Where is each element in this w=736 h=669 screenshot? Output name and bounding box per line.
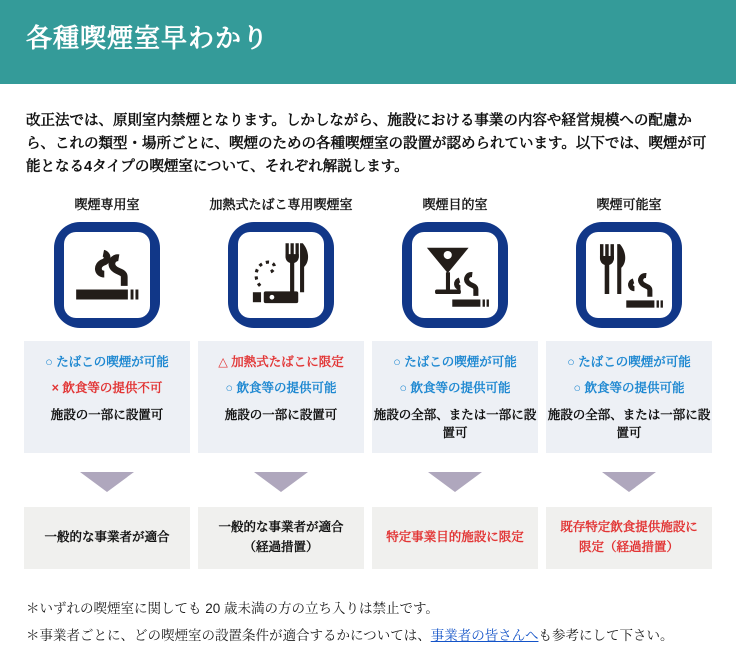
conditions-box bbox=[546, 341, 712, 453]
footnote-text: ＊事業者ごとに、どの喫煙室の設置条件が適合するかについては、 bbox=[26, 627, 431, 643]
applicability-line: 特定事業目的施設に限定 bbox=[386, 529, 524, 544]
condition-line: △ 加熱式たばこに限定 bbox=[218, 354, 344, 369]
conditions-box bbox=[198, 341, 364, 453]
condition-line: 施設の一部に設置可 bbox=[50, 408, 164, 423]
condition-line: ○ 飲食等の提供可能 bbox=[225, 381, 337, 396]
smoking-area-icon bbox=[54, 222, 160, 328]
conditions-box bbox=[372, 341, 538, 453]
dining-smoking-icon bbox=[576, 222, 682, 328]
smoking-room-columns bbox=[24, 194, 712, 569]
footnote-text: も参考にして下さい。 bbox=[538, 627, 674, 643]
footnote-age-restriction: ＊いずれの喫煙室に関しても 20 歳未満の方の立ち入りは禁止です。 bbox=[26, 600, 439, 616]
intro-paragraph: 改正法では、原則室内禁煙となります。しかしながら、施設における事業の内容や経営規模への配慮から、これの類型・場所ごとに、喫煙のための各種喫煙室の設置が認められています。以下では、喫煙が可能となる4タイプの喫煙室について、それぞれ解説します。 bbox=[26, 113, 707, 176]
applicability-box bbox=[546, 507, 712, 569]
condition-line: ○ 飲食等の提供可能 bbox=[573, 381, 685, 396]
cutlery-cigarette-pictogram bbox=[590, 236, 668, 314]
applicability-box bbox=[198, 507, 364, 569]
cocktail-smoking-icon-inner bbox=[412, 232, 498, 318]
column-smoking-allowed-room bbox=[546, 194, 712, 569]
applicability-box bbox=[24, 507, 190, 569]
condition-line: 施設の全部、または一部に設置可 bbox=[547, 408, 711, 440]
footnotes bbox=[26, 595, 710, 649]
column-title: 喫煙目的室 bbox=[422, 196, 488, 212]
condition-line: ○ たばこの喫煙が可能 bbox=[45, 354, 169, 369]
column-smoking-purpose-room bbox=[372, 194, 538, 569]
conditions-box bbox=[24, 341, 190, 453]
heated-tobacco-dining-icon bbox=[228, 222, 334, 328]
page-header bbox=[0, 0, 736, 84]
condition-line: 施設の一部に設置可 bbox=[224, 408, 338, 423]
cocktail-cigarette-pictogram bbox=[416, 236, 494, 314]
applicability-line: 一般的な事業者が適合 bbox=[44, 529, 170, 544]
applicability-box bbox=[372, 507, 538, 569]
condition-line: ○ たばこの喫煙が可能 bbox=[567, 354, 691, 369]
down-arrow-icon bbox=[428, 472, 482, 492]
condition-line: × 飲食等の提供不可 bbox=[51, 381, 163, 396]
business-owners-link[interactable]: 事業者の皆さんへ bbox=[430, 627, 539, 643]
applicability-line: （経過措置） bbox=[243, 539, 319, 554]
smoking-area-icon-inner bbox=[64, 232, 150, 318]
page-title: 各種喫煙室早わかり bbox=[26, 23, 270, 53]
condition-line: ○ 飲食等の提供可能 bbox=[399, 381, 511, 396]
cigarette-smoke-pictogram bbox=[68, 236, 146, 314]
applicability-line: 一般的な事業者が適合 bbox=[218, 520, 344, 535]
heated-tobacco-dining-icon-inner bbox=[238, 232, 324, 318]
down-arrow-icon bbox=[80, 472, 134, 492]
column-heated-tobacco-room bbox=[198, 194, 364, 569]
applicability-line: 限定（経過措置） bbox=[578, 539, 679, 554]
column-title: 加熱式たばこ専用喫煙室 bbox=[209, 196, 353, 212]
footnote-business-owners bbox=[26, 622, 710, 649]
applicability-line: 既存特定飲食提供施設に bbox=[560, 520, 698, 535]
cocktail-smoking-icon bbox=[402, 222, 508, 328]
column-smoking-only-room bbox=[24, 194, 190, 569]
heated-tobacco-cutlery-pictogram bbox=[242, 236, 320, 314]
condition-line: 施設の全部、または一部に設置可 bbox=[373, 408, 537, 440]
down-arrow-icon bbox=[602, 472, 656, 492]
dining-smoking-icon-inner bbox=[586, 232, 672, 318]
column-title: 喫煙専用室 bbox=[74, 196, 140, 212]
condition-line: ○ たばこの喫煙が可能 bbox=[393, 354, 517, 369]
down-arrow-icon bbox=[254, 472, 308, 492]
column-title: 喫煙可能室 bbox=[596, 196, 662, 212]
